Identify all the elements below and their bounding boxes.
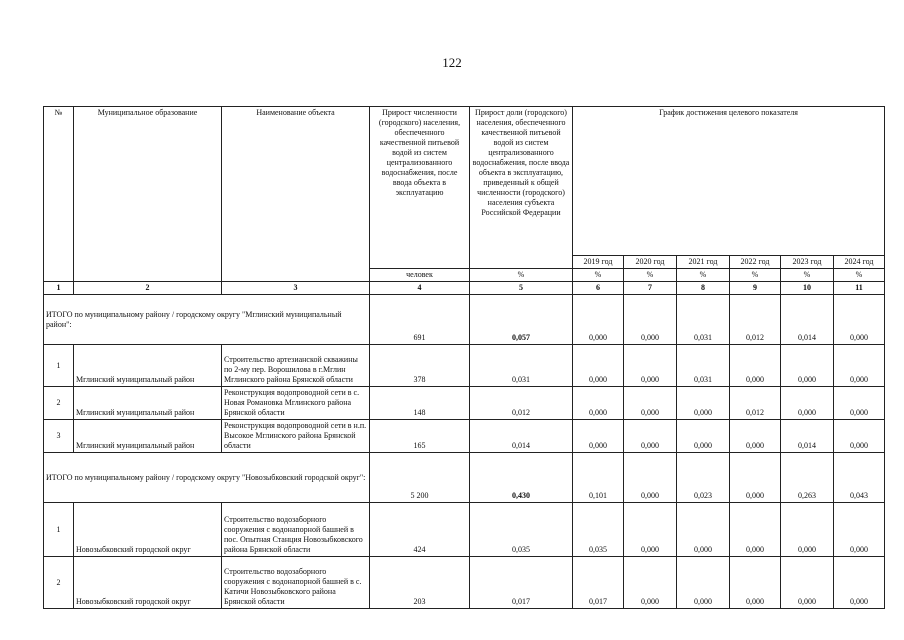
total-value: 0,000 <box>624 295 677 345</box>
total-value: 0,043 <box>834 453 885 503</box>
municipality-cell: Новозыбковский городской округ <box>74 557 222 609</box>
value-cell: 0,000 <box>624 387 677 420</box>
value-cell: 0,017 <box>573 557 624 609</box>
header-population-growth: Прирост численности (городского) населения, обеспеченного качественной питьевой водой из систем централизованного водоснабжения, после ввода объекта в эксплуатацию <box>370 107 470 269</box>
column-number: 10 <box>781 282 834 295</box>
municipality-cell: Мглинский муниципальный район <box>74 387 222 420</box>
unit-percent: % <box>573 269 624 282</box>
column-number: 1 <box>44 282 74 295</box>
table-row <box>44 345 885 387</box>
value-cell: 378 <box>370 345 470 387</box>
value-cell: 0,012 <box>730 387 781 420</box>
value-cell: 0,017 <box>470 557 573 609</box>
total-value: 0,023 <box>677 453 730 503</box>
total-value: 0,101 <box>573 453 624 503</box>
value-cell: 0,000 <box>730 557 781 609</box>
value-cell: 0,000 <box>730 345 781 387</box>
row-number: 3 <box>44 420 74 453</box>
group-total-row <box>44 295 885 345</box>
value-cell: 0,012 <box>470 387 573 420</box>
value-cell: 0,014 <box>470 420 573 453</box>
column-number: 9 <box>730 282 781 295</box>
column-number: 6 <box>573 282 624 295</box>
object-cell: Строительство водозаборного сооружения с водонапорной башней в пос. Опытная Станция Новозыбковского района Брянской области <box>222 503 370 557</box>
total-value: 691 <box>370 295 470 345</box>
header-year: 2022 год <box>730 256 781 269</box>
value-cell: 203 <box>370 557 470 609</box>
unit-percent: % <box>834 269 885 282</box>
column-number: 4 <box>370 282 470 295</box>
object-cell: Реконструкция водопроводной сети в н.п. Высокое Мглинского района Брянской области <box>222 420 370 453</box>
column-numbers-row <box>44 282 885 295</box>
value-cell: 0,000 <box>677 387 730 420</box>
unit-percent: % <box>470 269 573 282</box>
group-total-row <box>44 453 885 503</box>
total-value: 0,000 <box>573 295 624 345</box>
value-cell: 0,035 <box>470 503 573 557</box>
header-no: № <box>44 107 74 282</box>
value-cell: 0,000 <box>834 557 885 609</box>
table-row <box>44 503 885 557</box>
value-cell: 0,000 <box>781 387 834 420</box>
value-cell: 0,000 <box>573 345 624 387</box>
value-cell: 0,000 <box>834 345 885 387</box>
value-cell: 0,000 <box>834 420 885 453</box>
value-cell: 165 <box>370 420 470 453</box>
object-cell: Строительство водозаборного сооружения с водонапорной башней в с. Катичи Новозыбковского района Брянской области <box>222 557 370 609</box>
group-total-label: ИТОГО по муниципальному району / городскому округу "Новозыбковский городской округ": <box>44 453 370 503</box>
object-cell: Реконструкция водопроводной сети в с. Новая Романовка Мглинского района Брянской области <box>222 387 370 420</box>
value-cell: 0,000 <box>624 557 677 609</box>
group-total-label: ИТОГО по муниципальному району / городскому округу "Мглинский муниципальный район": <box>44 295 370 345</box>
object-cell: Строительство артезианской скважины по 2-му пер. Ворошилова в г.Мглин Мглинского района Брянской области <box>222 345 370 387</box>
value-cell: 148 <box>370 387 470 420</box>
header-share-growth: Прирост доли (городского) населения, обеспеченного качественной питьевой водой из систем централизованного водоснабжения, после ввода объекта в эксплуатацию, приведенный к общей численности (городского) населения субъекта Российской Федерации <box>470 107 573 269</box>
value-cell: 0,000 <box>781 503 834 557</box>
total-value: 0,000 <box>624 453 677 503</box>
page-number: 122 <box>442 55 462 70</box>
value-cell: 0,000 <box>573 387 624 420</box>
value-cell: 0,000 <box>834 387 885 420</box>
table-row <box>44 557 885 609</box>
column-number: 3 <box>222 282 370 295</box>
header-year: 2021 год <box>677 256 730 269</box>
unit-percent: % <box>677 269 730 282</box>
value-cell: 0,000 <box>573 420 624 453</box>
header-object: Наименование объекта <box>222 107 370 282</box>
municipality-cell: Новозыбковский городской округ <box>74 503 222 557</box>
value-cell: 0,014 <box>781 420 834 453</box>
municipality-cell: Мглинский муниципальный район <box>74 345 222 387</box>
value-cell: 0,000 <box>624 503 677 557</box>
header-year: 2024 год <box>834 256 885 269</box>
total-value: 0,012 <box>730 295 781 345</box>
header-year: 2023 год <box>781 256 834 269</box>
row-number: 2 <box>44 387 74 420</box>
total-value: 0,057 <box>470 295 573 345</box>
column-number: 11 <box>834 282 885 295</box>
value-cell: 0,000 <box>624 345 677 387</box>
total-value: 5 200 <box>370 453 470 503</box>
header-year: 2020 год <box>624 256 677 269</box>
value-cell: 0,000 <box>677 503 730 557</box>
column-number: 2 <box>74 282 222 295</box>
value-cell: 0,000 <box>730 420 781 453</box>
total-value: 0,031 <box>677 295 730 345</box>
total-value: 0,000 <box>834 295 885 345</box>
total-value: 0,263 <box>781 453 834 503</box>
value-cell: 0,000 <box>781 557 834 609</box>
municipality-cell: Мглинский муниципальный район <box>74 420 222 453</box>
value-cell: 424 <box>370 503 470 557</box>
total-value: 0,014 <box>781 295 834 345</box>
row-number: 1 <box>44 503 74 557</box>
value-cell: 0,000 <box>730 503 781 557</box>
unit-percent: % <box>781 269 834 282</box>
header-schedule: График достижения целевого показателя <box>573 107 885 256</box>
value-cell: 0,000 <box>781 345 834 387</box>
total-value: 0,430 <box>470 453 573 503</box>
value-cell: 0,031 <box>677 345 730 387</box>
column-number: 5 <box>470 282 573 295</box>
total-value: 0,000 <box>730 453 781 503</box>
row-number: 1 <box>44 345 74 387</box>
column-number: 7 <box>624 282 677 295</box>
header-municipality: Муниципальное образование <box>74 107 222 282</box>
column-number: 8 <box>677 282 730 295</box>
unit-people: человек <box>370 269 470 282</box>
header-year: 2019 год <box>573 256 624 269</box>
value-cell: 0,000 <box>624 420 677 453</box>
value-cell: 0,000 <box>677 557 730 609</box>
row-number: 2 <box>44 557 74 609</box>
target-indicator-table <box>43 106 885 609</box>
value-cell: 0,035 <box>573 503 624 557</box>
value-cell: 0,031 <box>470 345 573 387</box>
table-row <box>44 420 885 453</box>
unit-percent: % <box>730 269 781 282</box>
value-cell: 0,000 <box>834 503 885 557</box>
value-cell: 0,000 <box>677 420 730 453</box>
table-row <box>44 387 885 420</box>
unit-percent: % <box>624 269 677 282</box>
